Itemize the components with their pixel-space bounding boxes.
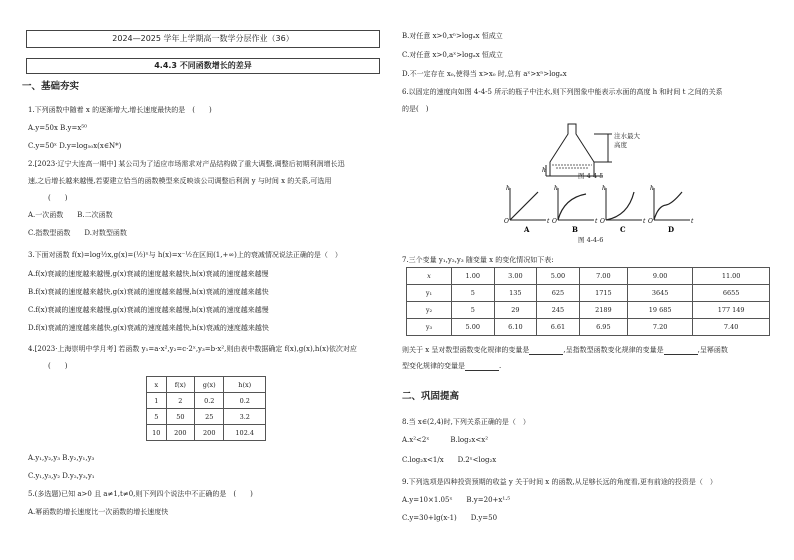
max-height-label: 注水最大高度 (614, 132, 640, 149)
table-cell: 5 (452, 285, 495, 302)
graph-curve (606, 192, 634, 220)
table-cell: 200 (166, 425, 194, 441)
table-cell: 7.20 (627, 319, 692, 336)
answer-blank[interactable] (664, 347, 698, 355)
graph-curve (558, 194, 586, 220)
graph-h-label: h (650, 185, 654, 192)
question-text: 1.下列函数中随着 x 的逐渐增大,增长速度最快的是 ( ) (28, 106, 212, 114)
graph-option-label: D (668, 225, 675, 234)
graph-h-label: h (602, 185, 606, 192)
table-cell: 29 (494, 302, 537, 319)
answer-bracket: ( ) (48, 194, 68, 202)
option-text: A.一次函数 B.二次函数 (28, 211, 113, 219)
q7-tail-text: 则关于 x 呈对数型函数变化规律的变量是 (402, 346, 530, 354)
graph-option-label: C (620, 225, 626, 234)
table-row (147, 425, 266, 441)
table-cell: 6655 (693, 285, 770, 302)
graph-options (502, 184, 702, 234)
q7-tail-text: 型变化规律的变量是 (402, 362, 465, 370)
table-cell: 102.4 (224, 425, 266, 441)
table-cell: 3645 (627, 285, 692, 302)
table-cell: 1 (147, 393, 167, 409)
table-row (147, 393, 266, 409)
page-subtitle: 4.4.3 不同函数增长的差异 (154, 61, 252, 70)
figure-caption: 图 4-4-6 (578, 236, 604, 244)
table-header-cell: 9.00 (627, 268, 692, 285)
question-text: 9.下列选项是四种投资预期的收益 y 关于时间 x 的函数,从足够长远的角度看,更有前途的投资是（ ） (402, 478, 717, 486)
table-cell: 625 (537, 285, 580, 302)
graph-h-label: h (506, 185, 510, 192)
page-title: 2024—2025 学年上学期高一数学分层作业（36） (112, 34, 294, 43)
q7-data-table (406, 267, 770, 336)
graph-origin-label: O (600, 218, 605, 225)
option-text: C.对任意 x>0,aˣ>logₐx 恒成立 (402, 51, 503, 59)
question-text: 8.当 x∈(2,4)时,下列关系正确的是（ ） (402, 418, 530, 426)
table-row (147, 409, 266, 425)
table-row (407, 319, 770, 336)
table-cell: 10 (147, 425, 167, 441)
graph-option-label: A (524, 225, 530, 234)
option-text: A.f(x)衰减的速度越来越慢,g(x)衰减的速度越来越快,h(x)衰减的速度越来越慢 (28, 270, 269, 278)
table-row (407, 285, 770, 302)
table-cell: 0.2 (195, 393, 224, 409)
table-cell: 6.61 (537, 319, 580, 336)
table-cell: 177 149 (693, 302, 770, 319)
table-cell: 50 (166, 409, 194, 425)
question-text: 的是( ) (402, 105, 429, 113)
option-text: A.y=50x B.y=x⁵⁰ (28, 124, 87, 132)
option-text: A.幂函数的增长速度比一次函数的增长速度快 (28, 508, 169, 516)
graph-option-label: B (572, 225, 578, 234)
graph-t-label: t (691, 218, 694, 225)
table-row (407, 302, 770, 319)
table-cell: 6.95 (579, 319, 627, 336)
question-text: 2.[2023·辽宁大连高一期中] 某公司为了适应市场需求对产品结构做了重大调整,调整后初期利润增长迅 (28, 160, 345, 168)
table-header-cell: 11.00 (693, 268, 770, 285)
option-text: B.对任意 x>0,xⁿ>logₐx 恒成立 (402, 32, 503, 40)
q7-tail-text: ,呈指数型函数变化规律的变量是 (563, 346, 664, 354)
option-text: A.x²<2ˣ B.log₂x<x² (402, 436, 488, 444)
option-text: B.f(x)衰减的速度越来越快,g(x)衰减的速度越来越慢,h(x)衰减的速度越来越快 (28, 288, 269, 296)
table-cell: 0.2 (224, 393, 266, 409)
table-cell: 6.10 (494, 319, 537, 336)
graph-t-label: t (595, 218, 598, 225)
option-text: A.y=10×1.05ˣ B.y=20+x¹·⁵ (402, 496, 511, 504)
table-cell: y₃ (407, 319, 452, 336)
table-header-cell: x (147, 377, 167, 393)
question-text: 5.(多选题)已知 a>0 且 a≠1,t≠0,则下列四个说法中不正确的是 ( ) (28, 490, 253, 498)
table-cell: 5 (147, 409, 167, 425)
figure-caption: 图 4-4-5 (578, 172, 604, 180)
option-text: C.log₂x<1/x D.2ˣ<log₂x (402, 456, 497, 464)
table-header-cell: 5.00 (537, 268, 580, 285)
q4-data-table (146, 376, 266, 441)
table-cell: y₂ (407, 302, 452, 319)
table-header-cell: g(x) (195, 377, 224, 393)
header-subtitle-box (26, 58, 380, 74)
graph-origin-label: O (552, 218, 557, 225)
table-cell: 1715 (579, 285, 627, 302)
table-header-cell: h(x) (224, 377, 266, 393)
answer-blank[interactable] (529, 347, 563, 355)
question-text: 6.以固定的速度向如图 4-4-5 所示的瓶子中注水,则下列图象中能表示水面的高度 h 和时间 t 之间的关系 (402, 88, 723, 96)
table-cell: 7.40 (693, 319, 770, 336)
option-text: C.y₁,y₃,y₂ D.y₂,y₃,y₁ (28, 472, 95, 480)
option-text: C.f(x)衰减的速度越来越慢,g(x)衰减的速度越来越慢,h(x)衰减的速度越来越慢 (28, 306, 269, 314)
table-header-cell: 3.00 (494, 268, 537, 285)
section-heading-advanced: 二、巩固提高 (402, 391, 460, 402)
question-text (402, 362, 501, 371)
table-cell: y₁ (407, 285, 452, 302)
table-cell: 2189 (579, 302, 627, 319)
height-letter: h (542, 167, 546, 174)
table-cell: 2 (166, 393, 194, 409)
question-text: 7.三个变量 y₁,y₂,y₃ 随变量 x 的变化情况如下表: (402, 256, 554, 264)
header-title-box (26, 30, 380, 48)
section-heading-basic: 一、基础夯实 (22, 81, 80, 92)
question-text: 4.[2023·上海崇明中学月考] 若函数 y₁=a·x²,y₂=c·2ˣ,y₃=b·x²,则由表中数据确定 f(x),g(x),h(x)依次对应 (28, 345, 357, 353)
option-text: C.y=30+lg(x-1) D.y=50 (402, 514, 498, 522)
table-cell: 200 (195, 425, 224, 441)
graph-origin-label: O (504, 218, 509, 225)
graph-h-label: h (554, 185, 558, 192)
option-text: C.指数型函数 D.对数型函数 (28, 229, 127, 237)
q7-tail-text: . (499, 362, 502, 370)
bottle-figure (542, 118, 672, 182)
table-cell: 5.00 (452, 319, 495, 336)
question-text: 速,之后增长越来越慢,若要建立恰当的函数模型来反映该公司调整后利润 y 与时间 x 的关系,可选用 (28, 177, 332, 185)
graph-origin-label: O (648, 218, 653, 225)
q7-tail-text: ,呈幂函数 (697, 346, 728, 354)
question-text (402, 346, 728, 355)
answer-blank[interactable] (465, 362, 502, 371)
option-text: D.不一定存在 x₀,使得当 x>x₀ 时,总有 aˣ>xⁿ>logₐx (402, 70, 567, 78)
question-text: 3.下面对函数 f(x)=log½x,g(x)=(½)ˣ与 h(x)=x⁻½在区间(1,+∞)上的衰减情况说法正确的是（ ） (28, 251, 342, 259)
option-text: A.y₁,y₂,y₃ B.y₂,y₁,y₃ (28, 454, 95, 462)
table-header-cell: 1.00 (452, 268, 495, 285)
table-cell: 5 (452, 302, 495, 319)
table-cell: 19 685 (627, 302, 692, 319)
graph-curve (654, 192, 682, 220)
option-text: C.y=50ˣ D.y=log₅₀x(x∈N*) (28, 142, 122, 150)
table-cell: 3.2 (224, 409, 266, 425)
table-header-cell: f(x) (166, 377, 194, 393)
table-cell: 25 (195, 409, 224, 425)
graph-curve (510, 192, 538, 220)
table-header-cell: 7.00 (579, 268, 627, 285)
option-text: D.f(x)衰减的速度越来越快,g(x)衰减的速度越来越快,h(x)衰减的速度越来越快 (28, 324, 269, 332)
table-cell: 135 (494, 285, 537, 302)
table-header-cell: x (407, 268, 452, 285)
answer-bracket: ( ) (48, 362, 68, 370)
graph-t-label: t (643, 218, 646, 225)
graph-t-label: t (547, 218, 550, 225)
table-cell: 245 (537, 302, 580, 319)
